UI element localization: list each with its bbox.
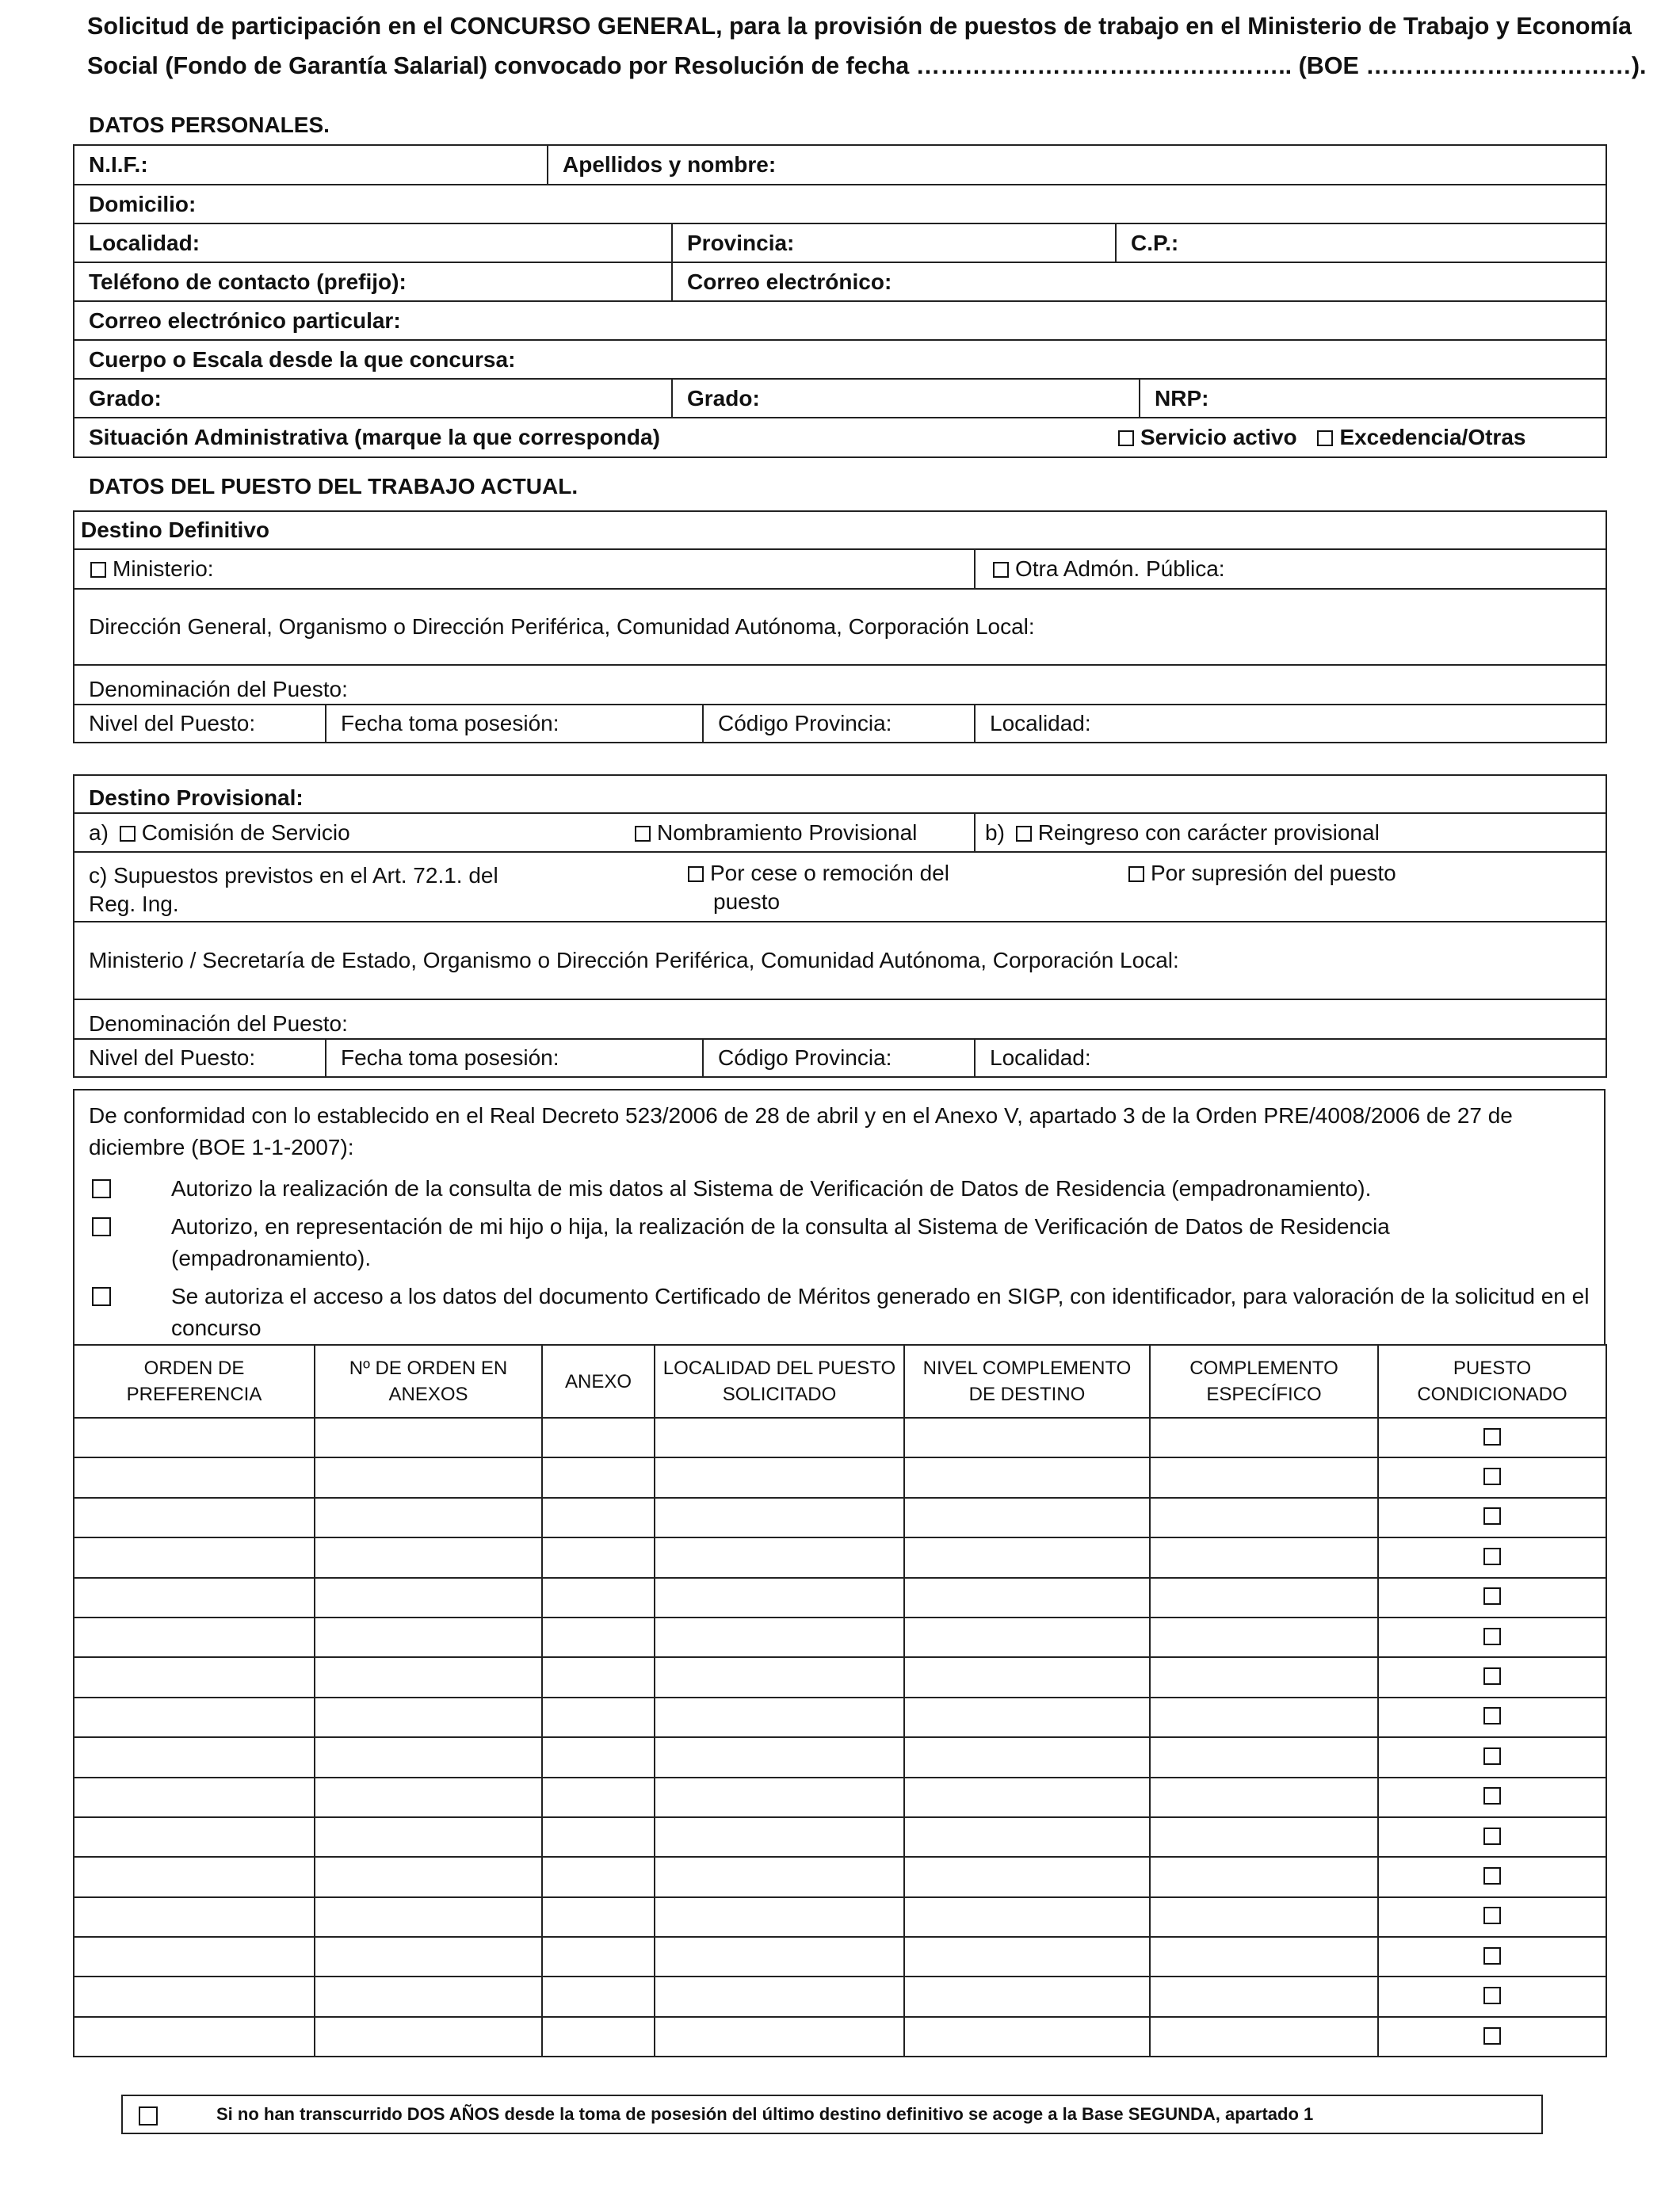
header-orden: ORDEN DE PREFERENCIA [74,1345,315,1418]
table-cell[interactable] [315,1578,542,1618]
table-cell[interactable] [655,2017,904,2057]
table-cell[interactable] [542,1897,655,1937]
table-cell[interactable] [904,1857,1150,1896]
table-cell[interactable] [74,1457,315,1497]
table-cell[interactable] [542,1578,655,1618]
table-cell[interactable] [74,1817,315,1857]
header-complemento: COMPLEMENTO ESPECÍFICO [1150,1345,1378,1418]
table-cell[interactable] [655,1937,904,1977]
table-cell[interactable] [542,1457,655,1497]
provisional-row-b [975,813,1606,852]
table-cell[interactable] [655,1698,904,1737]
puesto-condicionado-cell[interactable] [1378,1857,1606,1896]
destino-provisional-table [73,774,1607,1078]
excedencia-checkbox[interactable] [1317,430,1333,446]
table-row [74,1418,1606,1457]
supresion-option [1128,859,1396,888]
table-cell[interactable] [542,1857,655,1896]
consent-1-label: Autorizo la realización de la consulta de mis datos al Sistema de Verificación de Datos de Residencia (empadronamiento). [171,1176,1372,1201]
destino-definitivo-table [73,510,1607,743]
table-cell[interactable] [904,1618,1150,1657]
apellidos-field[interactable]: Apellidos y nombre: [548,145,1606,185]
nrp-field[interactable]: NRP: [1140,379,1606,418]
table-cell[interactable] [542,1737,655,1777]
situacion-label: Situación Administrativa (marque la que corresponda) [89,425,660,449]
puesto-condicionado-checkbox[interactable] [1483,1507,1501,1525]
option-a-prefix: a) [89,819,109,845]
table-cell[interactable] [904,1578,1150,1618]
puesto-condicionado-checkbox[interactable] [1483,1747,1501,1765]
cuerpo-field[interactable]: Cuerpo o Escala desde la que concursa: [74,340,1606,379]
nombramiento-label: Nombramiento Provisional [657,819,918,845]
situacion-options [1118,425,1525,450]
table-row [74,1977,1606,2016]
table-cell[interactable] [1150,1657,1378,1697]
localidad-provisional-field[interactable]: Localidad: [975,1039,1606,1077]
table-cell[interactable] [542,1537,655,1577]
table-cell[interactable] [904,1937,1150,1977]
table-cell[interactable] [904,1457,1150,1497]
table-cell[interactable] [904,1737,1150,1777]
telefono-field[interactable]: Teléfono de contacto (prefijo): [74,262,672,301]
table-cell[interactable] [904,1817,1150,1857]
servicio-activo-label: Servicio activo [1140,425,1297,449]
ministerio-checkbox[interactable] [90,562,106,578]
table-cell[interactable] [315,1778,542,1817]
table-cell[interactable] [904,1498,1150,1537]
base-segunda-label: Si no han transcurrido DOS AÑOS desde la toma de posesión del último destino definitivo se acoge a la Base SEGUNDA, apartado 1 [216,2104,1314,2124]
puesto-condicionado-cell[interactable] [1378,1657,1606,1697]
table-cell[interactable] [1150,1578,1378,1618]
table-cell[interactable] [315,1457,542,1497]
table-row [74,1897,1606,1937]
table-cell[interactable] [1150,1498,1378,1537]
table-cell[interactable] [655,1537,904,1577]
personal-data-heading: DATOS PERSONALES. [89,113,330,137]
puesto-condicionado-checkbox[interactable] [1483,1428,1501,1446]
table-cell[interactable] [542,1778,655,1817]
table-row [74,1498,1606,1537]
form-title-line1: Solicitud de participación en el CONCURSO GENERAL, para la provisión de puestos de trabajo en el Ministerio de Trabajo y Economía [87,13,1632,40]
table-cell[interactable] [74,2017,315,2057]
table-cell[interactable] [74,1498,315,1537]
table-cell[interactable] [74,1537,315,1577]
table-cell[interactable] [904,1537,1150,1577]
personal-data-table [73,144,1607,458]
table-cell[interactable] [655,1457,904,1497]
nombramiento-option [635,820,917,846]
table-cell[interactable] [315,1977,542,2016]
table-row [74,1817,1606,1857]
header-nivel: NIVEL COMPLEMENTO DE DESTINO [904,1345,1150,1418]
option-b-prefix: b) [985,819,1005,845]
puesto-condicionado-cell[interactable] [1378,1498,1606,1537]
table-cell[interactable] [655,1977,904,2016]
table-row [74,1578,1606,1618]
table-row [74,1457,1606,1497]
table-cell[interactable] [74,1857,315,1896]
current-job-heading: DATOS DEL PUESTO DEL TRABAJO ACTUAL. [89,474,578,498]
grado-field-2[interactable]: Grado: [672,379,1140,418]
cese-checkbox[interactable] [688,866,704,882]
puesto-condicionado-checkbox[interactable] [1483,1468,1501,1485]
header-anexo: ANEXO [542,1345,655,1418]
base-segunda-checkbox[interactable] [139,2106,158,2126]
preferences-body [74,1418,1606,2057]
table-cell[interactable] [1150,1537,1378,1577]
table-cell[interactable] [315,1418,542,1457]
table-cell[interactable] [1150,1817,1378,1857]
table-cell[interactable] [542,1618,655,1657]
table-cell[interactable] [542,1657,655,1697]
table-cell[interactable] [655,1897,904,1937]
table-cell[interactable] [542,1698,655,1737]
table-row [74,1778,1606,1817]
preferences-table [73,1344,1607,2057]
puesto-condicionado-checkbox[interactable] [1483,1828,1501,1845]
table-cell[interactable] [315,1737,542,1777]
table-cell[interactable] [315,1657,542,1697]
table-cell[interactable] [542,1817,655,1857]
otra-admon-checkbox[interactable] [993,562,1009,578]
direccion-general-field[interactable]: Dirección General, Organismo o Dirección Periférica, Comunidad Autónoma, Corporación Local: [74,589,1606,665]
table-cell[interactable] [74,1657,315,1697]
form-title-line2: Social (Fondo de Garantía Salarial) convocado por Resolución de fecha ……………………………………….. (BOE ……………………………). [87,52,1647,79]
puesto-condicionado-checkbox[interactable] [1483,1987,1501,2004]
supuestos-line1: c) Supuestos previstos en el Art. 72.1. del [89,863,498,888]
reingreso-checkbox[interactable] [1016,826,1032,842]
puesto-condicionado-cell[interactable] [1378,1537,1606,1577]
nif-field[interactable]: N.I.F.: [74,145,548,185]
puesto-condicionado-cell[interactable] [1378,2017,1606,2057]
table-cell[interactable] [655,1498,904,1537]
excedencia-label: Excedencia/Otras [1339,425,1526,449]
consent-2-label: Autorizo, en representación de mi hijo o hija, la realización de la consulta al Sistema de Verificación de Datos de Residencia (empadronamiento). [171,1214,1390,1270]
header-numero-orden: Nº DE ORDEN EN ANEXOS [315,1345,542,1418]
table-cell[interactable] [655,1578,904,1618]
reingreso-label: Reingreso con carácter provisional [1037,819,1380,845]
table-cell[interactable] [1150,1937,1378,1977]
supuestos-line2: Reg. Ing. [89,892,179,916]
table-cell[interactable] [74,1897,315,1937]
table-cell[interactable] [315,1618,542,1657]
servicio-activo-checkbox[interactable] [1118,430,1134,446]
table-row [74,1657,1606,1697]
table-cell[interactable] [542,1977,655,2016]
table-cell[interactable] [542,1418,655,1457]
localidad-definitivo-field[interactable]: Localidad: [975,705,1606,743]
denominacion-provisional-field[interactable]: Denominación del Puesto: [74,999,1606,1039]
ministerio-provisional-field[interactable]: Ministerio / Secretaría de Estado, Organismo o Dirección Periférica, Comunidad Autónoma, Corporación Local: [74,922,1606,999]
table-row [74,1737,1606,1777]
table-cell[interactable] [74,1937,315,1977]
puesto-condicionado-checkbox[interactable] [1483,1667,1501,1685]
puesto-condicionado-cell[interactable] [1378,1578,1606,1618]
table-cell[interactable] [904,2017,1150,2057]
table-cell[interactable] [1150,1698,1378,1737]
consent-intro: De conformidad con lo establecido en el Real Decreto 523/2006 de 28 de abril y en el Anexo V, apartado 3 de la Orden PRE/4008/2006 de 27 de diciembre (BOE 1-1-2007): [89,1103,1513,1159]
puesto-condicionado-cell[interactable] [1378,1817,1606,1857]
table-row [74,1537,1606,1577]
nombramiento-checkbox[interactable] [635,826,651,842]
comision-servicio-label: Comisión de Servicio [141,819,350,845]
table-cell[interactable] [542,1498,655,1537]
cese-label-line1: Por cese o remoción del [710,861,949,885]
provisional-title: Destino Provisional: [74,775,1606,813]
table-row [74,1618,1606,1657]
codigo-definitivo-field[interactable]: Código Provincia: [703,705,975,743]
correo-particular-field[interactable]: Correo electrónico particular: [74,301,1606,340]
ministerio-cell [74,549,975,589]
table-cell[interactable] [655,1418,904,1457]
table-cell[interactable] [1150,1778,1378,1817]
table-cell[interactable] [655,1817,904,1857]
puesto-condicionado-cell[interactable] [1378,1737,1606,1777]
situacion-row [74,418,1606,457]
denominacion-definitivo-field[interactable]: Denominación del Puesto: [74,665,1606,705]
definitivo-title: Destino Definitivo [74,511,1606,549]
puesto-condicionado-checkbox[interactable] [1483,1787,1501,1805]
table-cell[interactable] [1150,1457,1378,1497]
table-cell[interactable] [315,1897,542,1937]
table-cell[interactable] [1150,1618,1378,1657]
puesto-condicionado-cell[interactable] [1378,1977,1606,2016]
table-cell[interactable] [74,1977,315,2016]
puesto-condicionado-checkbox[interactable] [1483,1907,1501,1924]
table-cell[interactable] [904,1698,1150,1737]
codigo-provisional-field[interactable]: Código Provincia: [703,1039,975,1077]
supresion-checkbox[interactable] [1128,866,1144,882]
cese-option [688,859,949,916]
comision-servicio-checkbox[interactable] [120,826,136,842]
table-cell[interactable] [542,1937,655,1977]
otra-admon-cell [975,549,1606,589]
puesto-condicionado-checkbox[interactable] [1483,1867,1501,1885]
cp-field[interactable]: C.P.: [1116,223,1606,262]
table-cell[interactable] [904,1657,1150,1697]
table-cell[interactable] [655,1857,904,1896]
table-cell[interactable] [315,2017,542,2057]
table-row [74,2017,1606,2057]
table-cell[interactable] [1150,2017,1378,2057]
puesto-condicionado-cell[interactable] [1378,1418,1606,1457]
footer-box [121,2095,1543,2134]
table-cell[interactable] [904,1418,1150,1457]
fecha-provisional-field[interactable]: Fecha toma posesión: [326,1039,703,1077]
table-cell[interactable] [655,1657,904,1697]
puesto-condicionado-checkbox[interactable] [1483,1587,1501,1605]
table-row [74,1937,1606,1977]
table-cell[interactable] [315,1698,542,1737]
puesto-condicionado-cell[interactable] [1378,1698,1606,1737]
table-cell[interactable] [1150,1977,1378,2016]
table-cell[interactable] [315,1498,542,1537]
provisional-row-a [74,813,975,852]
table-cell[interactable] [1150,1857,1378,1896]
table-cell[interactable] [74,1618,315,1657]
table-cell[interactable] [904,1897,1150,1937]
domicilio-field[interactable]: Domicilio: [74,185,1606,223]
table-cell[interactable] [655,1778,904,1817]
table-cell[interactable] [74,1737,315,1777]
consent-3-label: Se autoriza el acceso a los datos del documento Certificado de Méritos generado en SIGP, con identificador, para valoración de la solicitud en el concurso [171,1284,1590,1340]
table-cell[interactable] [74,1698,315,1737]
table-cell[interactable] [904,1977,1150,2016]
table-cell[interactable] [655,1737,904,1777]
puesto-condicionado-cell[interactable] [1378,1618,1606,1657]
table-cell[interactable] [904,1778,1150,1817]
grado-field-1[interactable]: Grado: [74,379,672,418]
puesto-condicionado-cell[interactable] [1378,1897,1606,1937]
puesto-condicionado-cell[interactable] [1378,1778,1606,1817]
otra-admon-label: Otra Admón. Pública: [1015,556,1225,581]
table-cell[interactable] [1150,1418,1378,1457]
header-localidad: LOCALIDAD DEL PUESTO SOLICITADO [655,1345,904,1418]
table-row [74,1698,1606,1737]
ministerio-label: Ministerio: [113,556,214,581]
table-cell[interactable] [1150,1737,1378,1777]
table-cell[interactable] [74,1418,315,1457]
header-condicionado: PUESTO CONDICIONADO [1378,1345,1606,1418]
consent-3-checkbox[interactable] [92,1287,111,1306]
nivel-provisional-field[interactable]: Nivel del Puesto: [74,1039,326,1077]
puesto-condicionado-checkbox[interactable] [1483,1628,1501,1645]
localidad-field[interactable]: Localidad: [74,223,672,262]
table-cell[interactable] [315,1817,542,1857]
fecha-definitivo-field[interactable]: Fecha toma posesión: [326,705,703,743]
correo-field[interactable]: Correo electrónico: [672,262,1606,301]
puesto-condicionado-checkbox[interactable] [1483,1947,1501,1965]
table-cell[interactable] [74,1578,315,1618]
puesto-condicionado-checkbox[interactable] [1483,1548,1501,1565]
table-cell[interactable] [315,1857,542,1896]
form-title [87,6,1664,86]
puesto-condicionado-checkbox[interactable] [1483,1707,1501,1724]
consent-1-checkbox[interactable] [92,1179,111,1198]
table-cell[interactable] [315,1937,542,1977]
table-cell[interactable] [1150,1897,1378,1937]
puesto-condicionado-cell[interactable] [1378,1937,1606,1977]
nivel-definitivo-field[interactable]: Nivel del Puesto: [74,705,326,743]
table-cell[interactable] [542,2017,655,2057]
table-cell[interactable] [315,1537,542,1577]
table-cell[interactable] [655,1618,904,1657]
puesto-condicionado-cell[interactable] [1378,1457,1606,1497]
table-row [74,1857,1606,1896]
consent-2-checkbox[interactable] [92,1217,111,1236]
puesto-condicionado-checkbox[interactable] [1483,2027,1501,2045]
provincia-field[interactable]: Provincia: [672,223,1116,262]
cese-label-line2: puesto [713,889,781,914]
table-cell[interactable] [74,1778,315,1817]
supresion-label: Por supresión del puesto [1151,861,1396,885]
consent-box [73,1089,1606,1346]
